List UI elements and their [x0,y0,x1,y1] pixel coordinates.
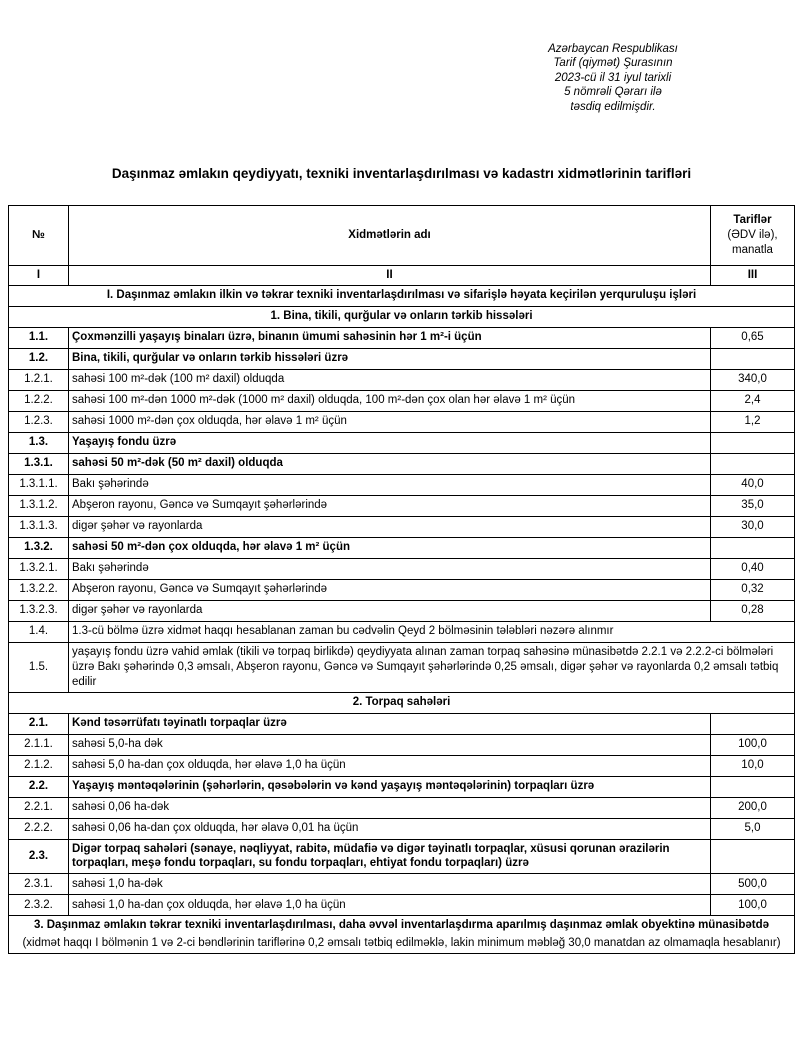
row-number: 1.3.1.2. [9,495,69,516]
row-description: sahəsi 1000 m²-dən çox olduqda, hər əlavə 1 m² üçün [69,411,711,432]
approval-line: Azərbaycan Respublikası [548,43,678,55]
row-description: digər şəhər və rayonlarda [69,516,711,537]
row-number: 1.2.1. [9,369,69,390]
approval-line: 2023-cü il 31 iyul tarixli [554,71,672,84]
header-tariff-column [711,205,795,265]
table-row [9,713,795,734]
table-row [9,755,795,776]
row-description: sahəsi 50 m²-dən çox olduqda, hər əlavə 1 m² üçün [69,537,711,558]
section-row [9,306,795,327]
row-tariff [711,839,795,874]
table-row [9,895,795,916]
table-row [9,734,795,755]
approval-line: 5 nömrəli Qərarı ilə [564,86,662,99]
row-description: Bina, tikili, qurğular və onların tərkib hissələri üzrə [69,348,711,369]
header-tariff-title: Tariflər [733,213,772,226]
row-number: 1.2. [9,348,69,369]
row-tariff: 35,0 [711,495,795,516]
header-services-column: Xidmətlərin adı [69,205,711,265]
table-row [9,797,795,818]
row-number: 1.2.3. [9,411,69,432]
table-row [9,839,795,874]
row-tariff: 0,65 [711,327,795,348]
row-tariff: 30,0 [711,516,795,537]
row-number: 1.3.1. [9,453,69,474]
row-tariff [711,713,795,734]
table-row [9,621,795,642]
approval-line: təsdiq edilmişdir. [570,100,656,113]
row-tariff: 100,0 [711,895,795,916]
row-description: sahəsi 100 m²-dək (100 m² daxil) olduqda [69,369,711,390]
row-tariff: 5,0 [711,818,795,839]
row-description: sahəsi 0,06 ha-dək [69,797,711,818]
header-tariff-vat-note: (ƏDV ilə), [727,228,778,241]
footer-note-cell [9,916,795,954]
row-description: Yaşayış fondu üzrə [69,432,711,453]
row-number: 1.3.1.1. [9,474,69,495]
footer-heading: 3. Daşınmaz əmlakın təkrar texniki inventarlaşdırılması, daha əvvəl inventarlaşdırma aparılmış daşınmaz əmlak obyektinə münasibətdə [33,919,770,932]
row-description: Digər torpaq sahələri (sənaye, nəqliyyat, rabitə, müdafiə və digər təyinatlı torpaqlar, xüsusi qorunan ərazilərin torpaqları, meşə fondu torpaqları, su fondu torpaqları, ehtiyat fondu torpaqları) üzrə [69,839,711,874]
row-number: 1.4. [9,621,69,642]
row-number: 2.2. [9,776,69,797]
row-description: Yaşayış məntəqələrinin (şəhərlərin, qəsəbələrin və kənd yaşayış məntəqələrinin) torpaqları üzrə [69,776,711,797]
row-tariff: 0,28 [711,600,795,621]
section-row [9,285,795,306]
row-number: 1.3.2.3. [9,600,69,621]
tariff-table-footer [9,916,795,954]
row-number: 1.3.2.1. [9,558,69,579]
header-tariff-currency: manatla [732,243,773,256]
row-tariff: 100,0 [711,734,795,755]
row-tariff: 500,0 [711,874,795,895]
row-description: digər şəhər və rayonlarda [69,600,711,621]
row-number: 2.3.2. [9,895,69,916]
table-row [9,600,795,621]
table-header-row [9,205,795,265]
footer-detail: (xidmət haqqı I bölmənin 1 və 2-ci bəndlərinin tariflərinə 0,2 əmsalı tətbiq edilməklə, lakin minimum məbləğ 30,0 manatdan az olmamaqla hesablanır) [22,936,781,949]
row-number: 1.1. [9,327,69,348]
row-tariff: 0,40 [711,558,795,579]
approval-note [493,42,733,114]
row-tariff [711,776,795,797]
row-number: 2.2.2. [9,818,69,839]
document-title: Daşınmaz əmlakın qeydiyyatı, texniki inventarlaşdırılması və kadastrı xidmətlərinin tarifləri [111,165,692,181]
row-tariff: 40,0 [711,474,795,495]
row-number: 2.1. [9,713,69,734]
table-row [9,327,795,348]
row-tariff: 10,0 [711,755,795,776]
table-row [9,432,795,453]
table-row [9,642,795,692]
row-description: yaşayış fondu üzrə vahid əmlak (tikili və torpaq birlikdə) qeydiyyata alınan zaman torpaq sahəsinə münasibətdə 2.2.1 və 2.2.2-ci bölmələri üzrə Bakı şəhərində 0,3 əmsalı, Abşeron rayonu, Gəncə və Sumqayıt şəhərlərində 0,25 əmsalı, digər şəhər və rayonlarda 0,2 əmsalı tətbiq edilir [69,642,795,692]
row-number: 1.2.2. [9,390,69,411]
row-description: sahəsi 5,0 ha-dan çox olduqda, hər əlavə 1,0 ha üçün [69,755,711,776]
section-row [9,692,795,713]
row-tariff [711,537,795,558]
row-description: sahəsi 100 m²-dən 1000 m²-dək (1000 m² daxil) olduqda, 100 m²-dən çox olan hər əlavə 1 m² üçün [69,390,711,411]
table-row [9,776,795,797]
table-row [9,495,795,516]
table-row [9,411,795,432]
row-description: sahəsi 50 m²-dək (50 m² daxil) olduqda [69,453,711,474]
tariff-table-body [9,285,795,916]
row-number: 2.3. [9,839,69,874]
row-tariff [711,348,795,369]
row-number: 1.3.2.2. [9,579,69,600]
column-numeral-2: II [69,265,711,285]
row-tariff [711,453,795,474]
table-row [9,558,795,579]
footer-row [9,916,795,954]
table-row [9,348,795,369]
column-numeral-3: III [711,265,795,285]
row-description: sahəsi 0,06 ha-dan çox olduqda, hər əlavə 0,01 ha üçün [69,818,711,839]
table-row [9,369,795,390]
table-row [9,579,795,600]
row-number: 2.2.1. [9,797,69,818]
row-description: sahəsi 1,0 ha-dan çox olduqda, hər əlavə 1,0 ha üçün [69,895,711,916]
row-description: sahəsi 5,0-ha dək [69,734,711,755]
table-row [9,818,795,839]
column-numeral-row [9,265,795,285]
approval-line: Tarif (qiymət) Şurasının [553,57,673,70]
row-tariff: 2,4 [711,390,795,411]
row-description: sahəsi 1,0 ha-dək [69,874,711,895]
row-tariff [711,432,795,453]
row-number: 2.1.1. [9,734,69,755]
row-number: 1.3.1.3. [9,516,69,537]
row-number: 1.5. [9,642,69,692]
section-title: 1. Bina, tikili, qurğular və onların tərkib hissələri [9,306,795,327]
table-row [9,390,795,411]
row-tariff: 340,0 [711,369,795,390]
row-number: 1.3.2. [9,537,69,558]
table-row [9,453,795,474]
table-row [9,516,795,537]
row-number: 2.1.2. [9,755,69,776]
tariff-table [8,205,795,955]
row-description: Bakı şəhərində [69,558,711,579]
row-tariff: 200,0 [711,797,795,818]
row-description: Bakı şəhərində [69,474,711,495]
row-number: 1.3. [9,432,69,453]
section-title: 2. Torpaq sahələri [9,692,795,713]
row-description: Kənd təsərrüfatı təyinatlı torpaqlar üzrə [69,713,711,734]
table-row [9,537,795,558]
header-number-column: № [9,205,69,265]
section-title: I. Daşınmaz əmlakın ilkin və təkrar texniki inventarlaşdırılması və sifarişlə həyata keçirilən yerquruluşu işləri [9,285,795,306]
row-description: Abşeron rayonu, Gəncə və Sumqayıt şəhərlərində [69,495,711,516]
table-row [9,474,795,495]
row-description: 1.3-cü bölmə üzrə xidmət haqqı hesablanan zaman bu cədvəlin Qeyd 2 bölməsinin tələbləri nəzərə alınmır [69,621,795,642]
row-tariff: 1,2 [711,411,795,432]
row-tariff: 0,32 [711,579,795,600]
column-numeral-1: I [9,265,69,285]
row-number: 2.3.1. [9,874,69,895]
table-row [9,874,795,895]
row-description: Çoxmənzilli yaşayış binaları üzrə, binanın ümumi sahəsinin hər 1 m²-i üçün [69,327,711,348]
row-description: Abşeron rayonu, Gəncə və Sumqayıt şəhərlərində [69,579,711,600]
